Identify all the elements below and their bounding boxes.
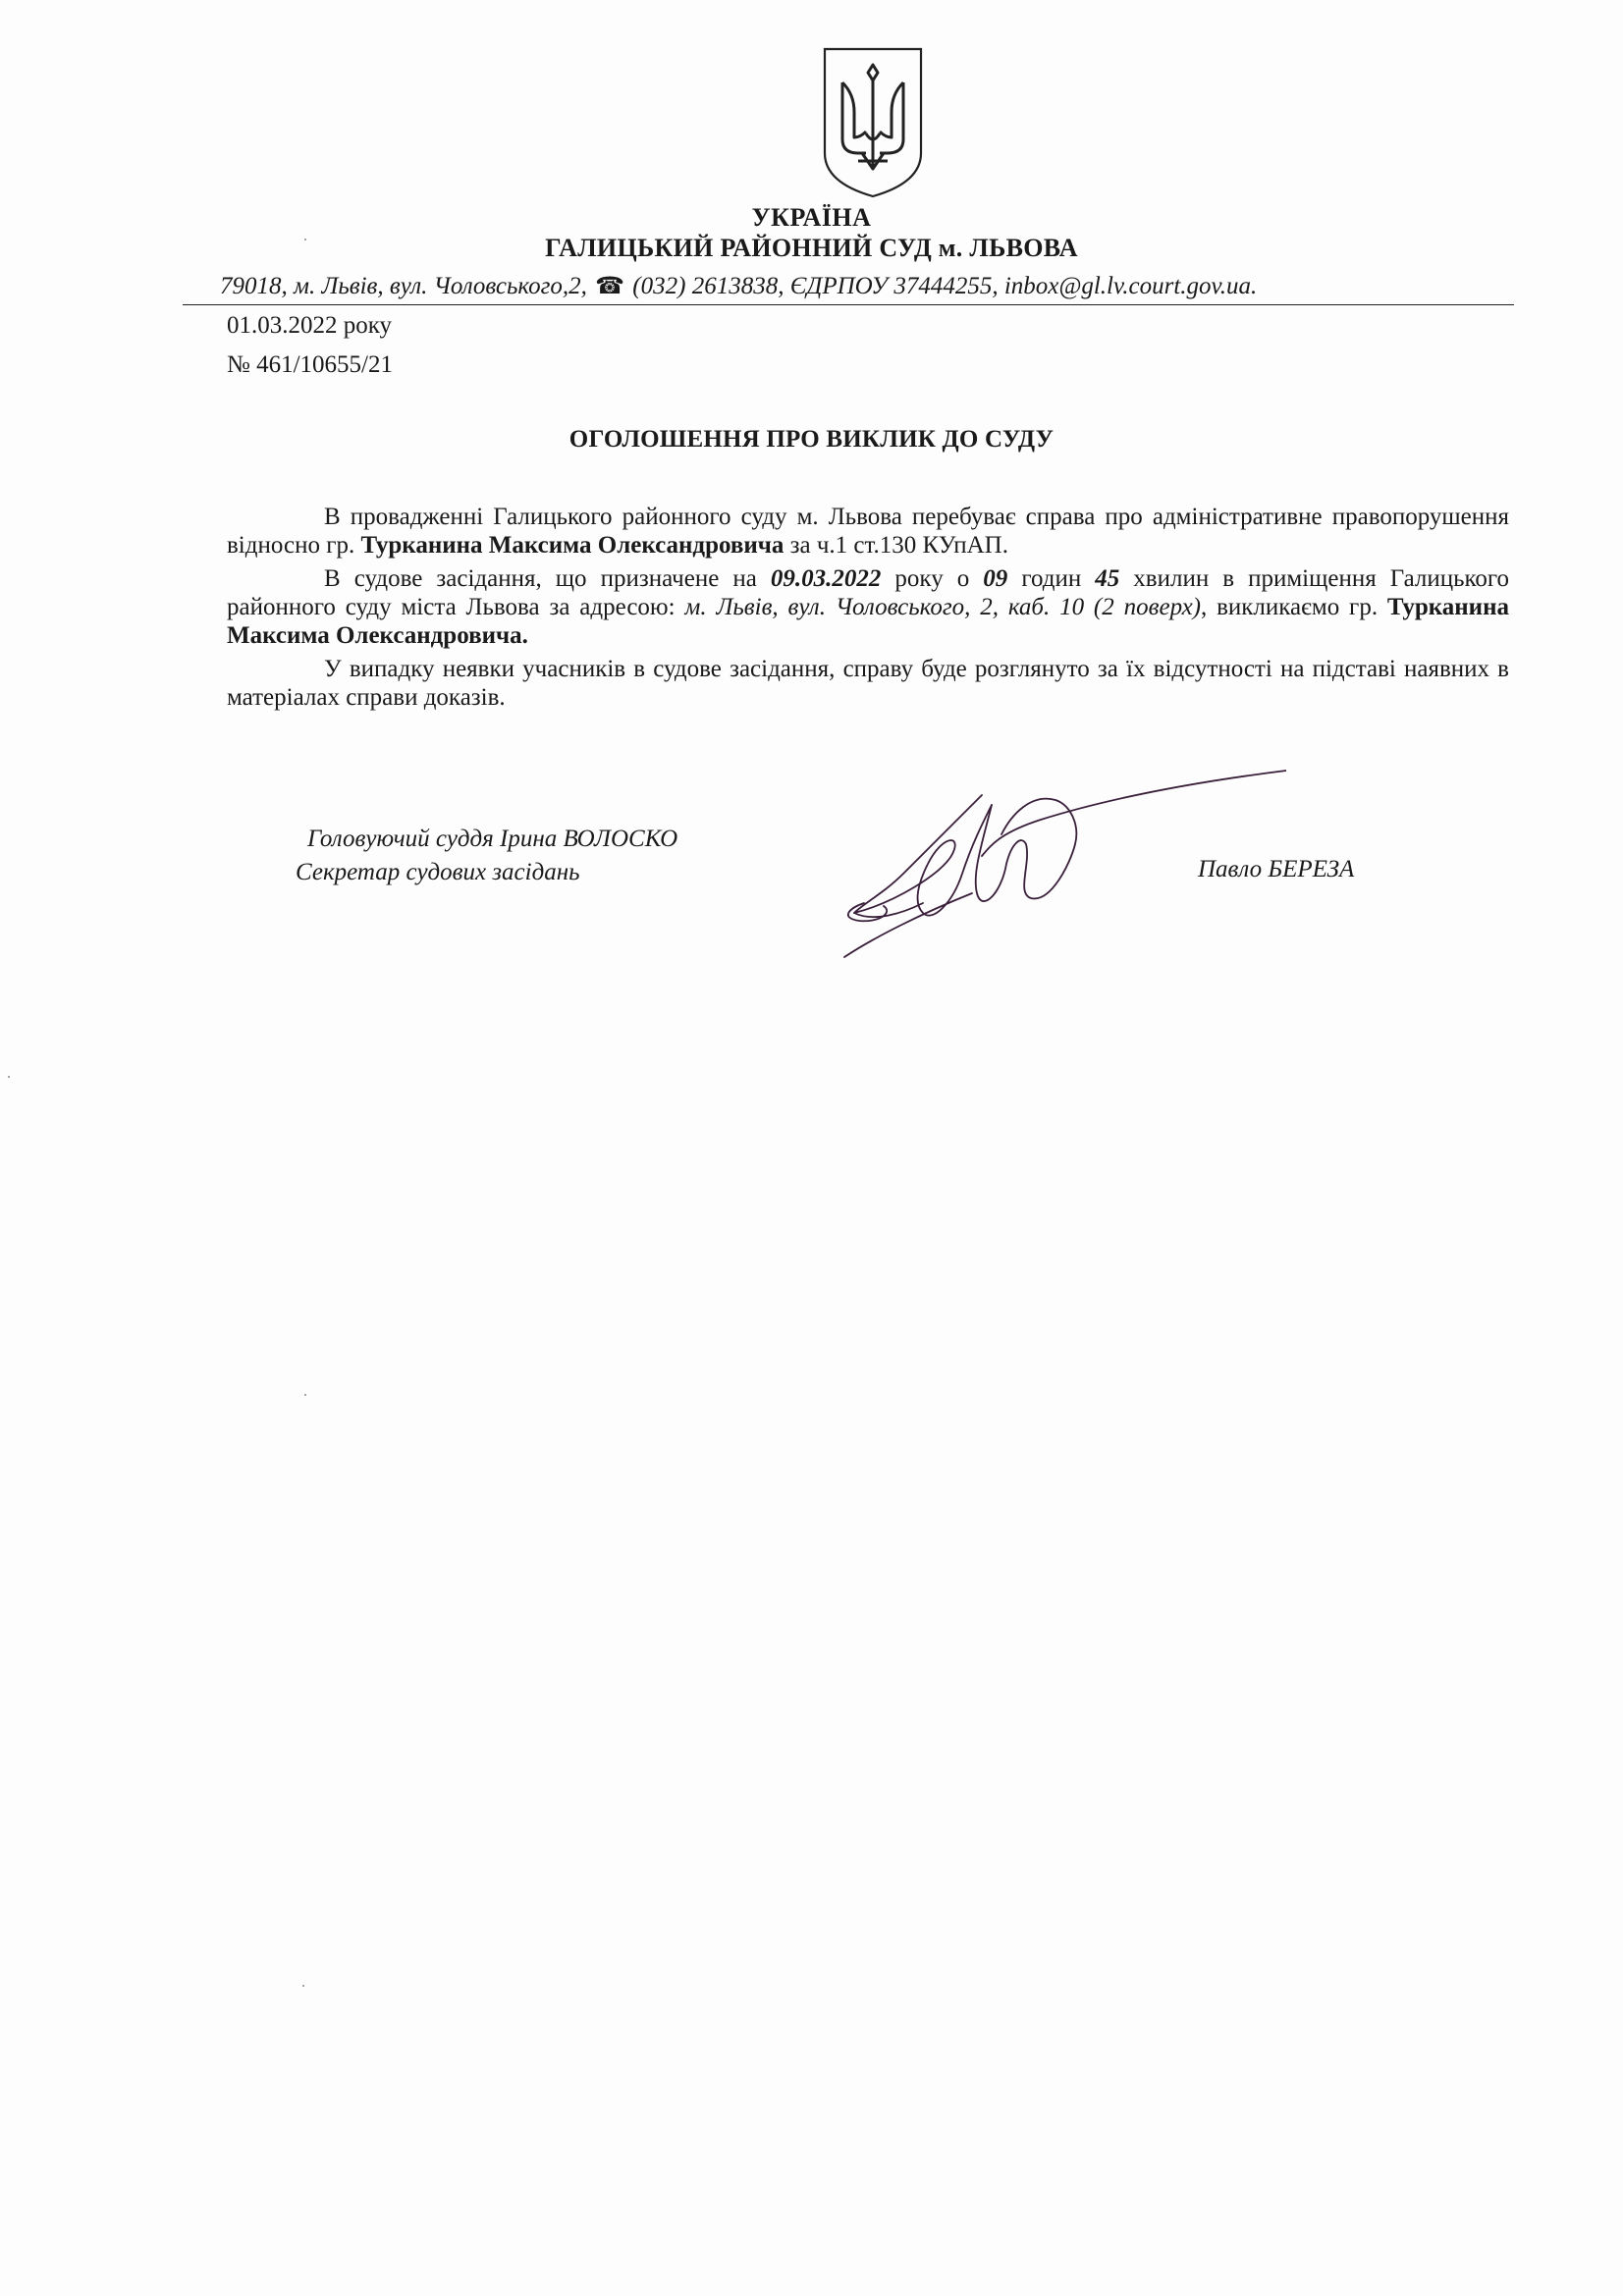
court-address (220, 272, 1477, 300)
scan-speck (302, 1985, 304, 1987)
paragraph-3 (227, 655, 1509, 712)
document-title: ОГОЛОШЕННЯ ПРО ВИКЛИК ДО СУДУ (568, 426, 1055, 453)
defendant-name: Турканина Максима Олександровича (360, 532, 784, 559)
hearing-minute: 45 (1095, 565, 1120, 592)
coat-of-arms-icon (819, 43, 927, 200)
paragraph-1 (227, 503, 1509, 560)
header-divider (183, 304, 1514, 305)
document-date: 01.03.2022 року (227, 312, 393, 339)
paragraph-2 (227, 564, 1509, 650)
judge-line: Головуючий суддя Ірина ВОЛОСКО (307, 826, 678, 852)
p2-text-b: року о (881, 565, 984, 592)
summoned-name: Турканина Максима Олександровича. (227, 594, 1509, 649)
secretary-name: Павло БЕРЕЗА (1198, 856, 1355, 882)
country-heading: УКРАЇНА (751, 203, 872, 232)
p2-text-a: В судове засідання, що призначене на (324, 565, 771, 592)
secretary-title: Секретар судових засідань (296, 859, 580, 885)
hearing-hour: 09 (983, 565, 1008, 592)
case-number: № 461/10655/21 (227, 351, 393, 378)
address-part-1: 79018, м. Львів, вул. Чоловського,2, (220, 273, 594, 299)
scan-speck (304, 1394, 306, 1396)
scan-speck (8, 1076, 10, 1078)
p2-text-d: хвилин в приміщення Галицького районного суду міста Львова за адресою: (227, 565, 1510, 620)
p1-text-a: В провадженні Галицького районного суду м. Львова перебуває справа про адміністративне правопорушення відносно гр. (227, 504, 1509, 559)
address-part-2: (032) 2613838, ЄДРПОУ 37444255, inbox@gl.lv.court.gov.ua. (626, 273, 1258, 299)
p1-text-b: за ч.1 ст.130 КУпАП. (784, 532, 1008, 559)
scan-speck (304, 239, 306, 240)
hearing-address: м. Львів, вул. Чоловського, 2, каб. 10 (2 поверх) (684, 594, 1201, 620)
p2-text-e: , викликаємо гр. (1201, 594, 1387, 620)
telephone-icon: ☎ (595, 274, 625, 299)
signature-block-left (296, 823, 678, 889)
handwritten-signature-icon (835, 766, 1286, 962)
court-heading: ГАЛИЦЬКИЙ РАЙОННИЙ СУД м. ЛЬВОВА (545, 234, 1078, 262)
document-body (227, 503, 1509, 717)
hearing-date: 09.03.2022 (770, 565, 882, 592)
p2-text-c: годин (1007, 565, 1096, 592)
p3-text: У випадку неявки учасників в судове засідання, справу буде розглянуто за їх відсутності на підставі наявних в матеріалах справи доказів. (227, 656, 1509, 711)
